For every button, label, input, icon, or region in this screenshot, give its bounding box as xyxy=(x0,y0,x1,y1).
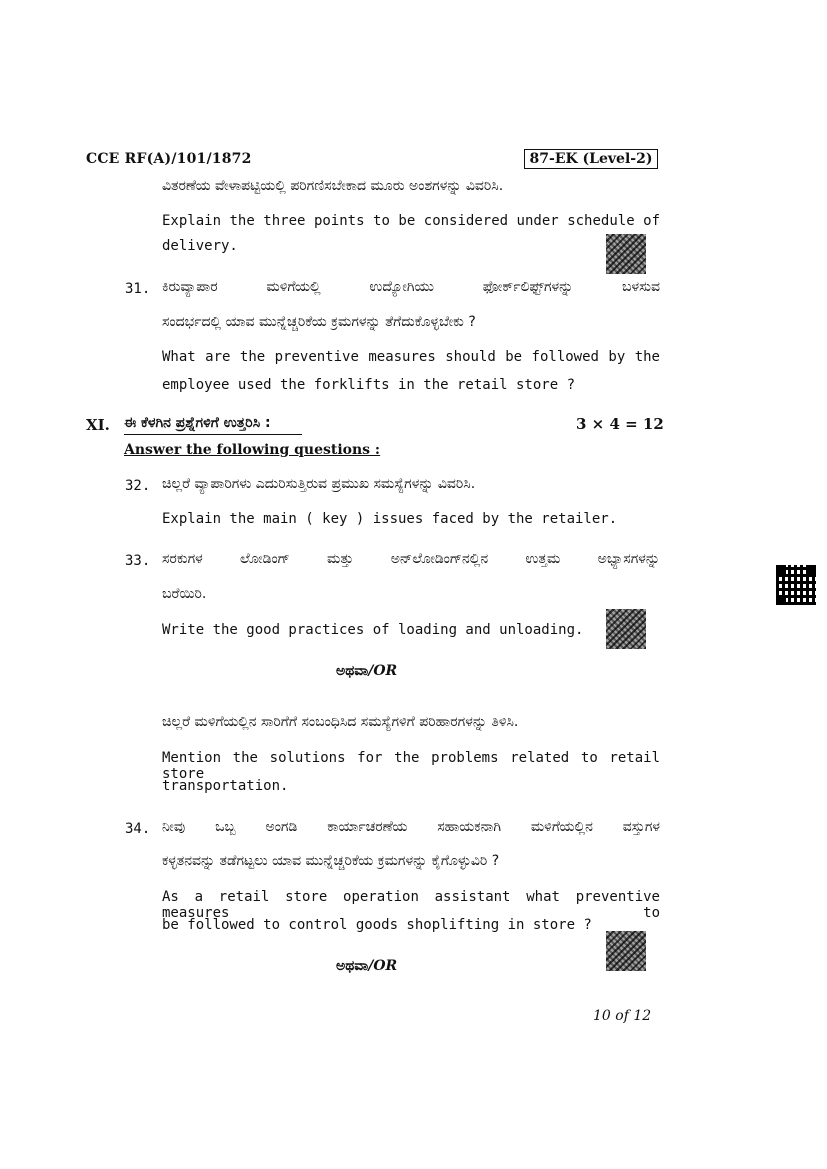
section-number: XI. xyxy=(86,416,110,434)
scan-code-image xyxy=(606,609,646,649)
document-code: CCE RF(A)/101/1872 xyxy=(86,151,252,167)
prev-question-english-line2: delivery. xyxy=(162,238,238,254)
q33-alt-english-line2: transportation. xyxy=(162,778,289,794)
q32-english: Explain the main ( key ) issues faced by the retailer. xyxy=(162,511,618,527)
question-number: 33. xyxy=(125,553,151,569)
q33-kannada-line2: ಬರೆಯಿರಿ. xyxy=(162,586,207,602)
section-instruction-english: Answer the following questions : xyxy=(124,442,381,458)
q31-english-line1: What are the preventive measures should be followed by the xyxy=(162,349,660,365)
question-number: 32. xyxy=(125,478,151,494)
scan-code-image xyxy=(606,931,646,971)
section-instruction-kannada: ಈ ಕೆಳಗಿನ ಪ್ರಶ್ನೆಗಳಿಗೆ ಉತ್ತರಿಸಿ : xyxy=(124,415,302,435)
q33-alt-kannada: ಚಿಲ್ಲರೆ ಮಳಿಗೆಯಲ್ಲಿನ ಸಾರಿಗೆಗೆ ಸಂಬಂಧಿಸಿದ ಸಮಸ್ಯೆಗಳಿಗೆ ಪರಿಹಾರಗಳನ್ನು ತಿಳಿಸಿ. xyxy=(162,714,519,730)
q32-kannada: ಚಿಲ್ಲರೆ ವ್ಯಾಪಾರಿಗಳು ಎದುರಿಸುತ್ತಿರುವ ಪ್ರಮುಖ ಸಮಸ್ಯೆಗಳನ್ನು ವಿವರಿಸಿ. xyxy=(162,476,476,492)
question-number: 34. xyxy=(125,821,151,837)
or-separator: ಅಥವಾ/OR xyxy=(336,663,398,679)
paper-code-box: 87-EK (Level-2) xyxy=(524,149,658,169)
scan-code-image xyxy=(606,234,646,274)
question-number: 31. xyxy=(125,281,151,297)
q34-english-line1: As a retail store operation assistant what preventive measures to xyxy=(162,889,660,921)
q31-english-line2: employee used the forklifts in the retail store ? xyxy=(162,377,576,393)
q31-kannada-line1: ಕಿರುವ್ಯಾಪಾರ ಮಳಿಗೆಯಲ್ಲಿ ಉದ್ಯೋಗಿಯು ಫೋರ್ಕ್‌ಲಿಫ್ಟ್‌ಗಳನ್ನು ಬಳಸುವ xyxy=(162,279,660,295)
qr-code-icon xyxy=(776,565,816,605)
q34-kannada-line2: ಕಳ್ಳತನವನ್ನು ತಡೆಗಟ್ಟಲು ಯಾವ ಮುನ್ನೆಚ್ಚರಿಕೆಯ ಕ್ರಮಗಳನ್ನು ಕೈಗೊಳ್ಳುವಿರಿ ? xyxy=(162,853,500,869)
q33-kannada-line1: ಸರಕುಗಳ ಲೋಡಿಂಗ್ ಮತ್ತು ಅನ್‌ಲೋಡಿಂಗ್‌ನಲ್ಲಿನ ಉತ್ತಮ ಅಭ್ಯಾಸಗಳನ್ನು xyxy=(162,551,660,567)
q33-alt-english-line1: Mention the solutions for the problems related to retail store xyxy=(162,750,660,782)
q34-english-line2: be followed to control goods shoplifting in store ? xyxy=(162,917,592,933)
q31-kannada-line2: ಸಂದರ್ಭದಲ್ಲಿ ಯಾವ ಮುನ್ನೆಚ್ಚರಿಕೆಯ ಕ್ರಮಗಳನ್ನು ತೆಗೆದುಕೊಳ್ಳಬೇಕು ? xyxy=(162,314,476,330)
prev-question-kannada: ವಿತರಣೆಯ ವೇಳಾಪಟ್ಟಿಯಲ್ಲಿ ಪರಿಗಣಿಸಬೇಕಾದ ಮೂರು ಅಂಶಗಳನ್ನು ವಿವರಿಸಿ. xyxy=(162,178,504,194)
page-number: 10 of 12 xyxy=(593,1008,652,1024)
q33-english: Write the good practices of loading and unloading. xyxy=(162,622,584,638)
q34-kannada-line1: ನೀವು ಒಬ್ಬ ಅಂಗಡಿ ಕಾರ್ಯಾಚರಣೆಯ ಸಹಾಯಕನಾಗಿ ಮಳಿಗೆಯಲ್ಲಿನ ವಸ್ತುಗಳ xyxy=(162,819,660,835)
prev-question-english-line1: Explain the three points to be considered under schedule of xyxy=(162,213,660,229)
or-separator: ಅಥವಾ/OR xyxy=(336,958,398,974)
section-marks: 3 × 4 = 12 xyxy=(576,415,664,433)
